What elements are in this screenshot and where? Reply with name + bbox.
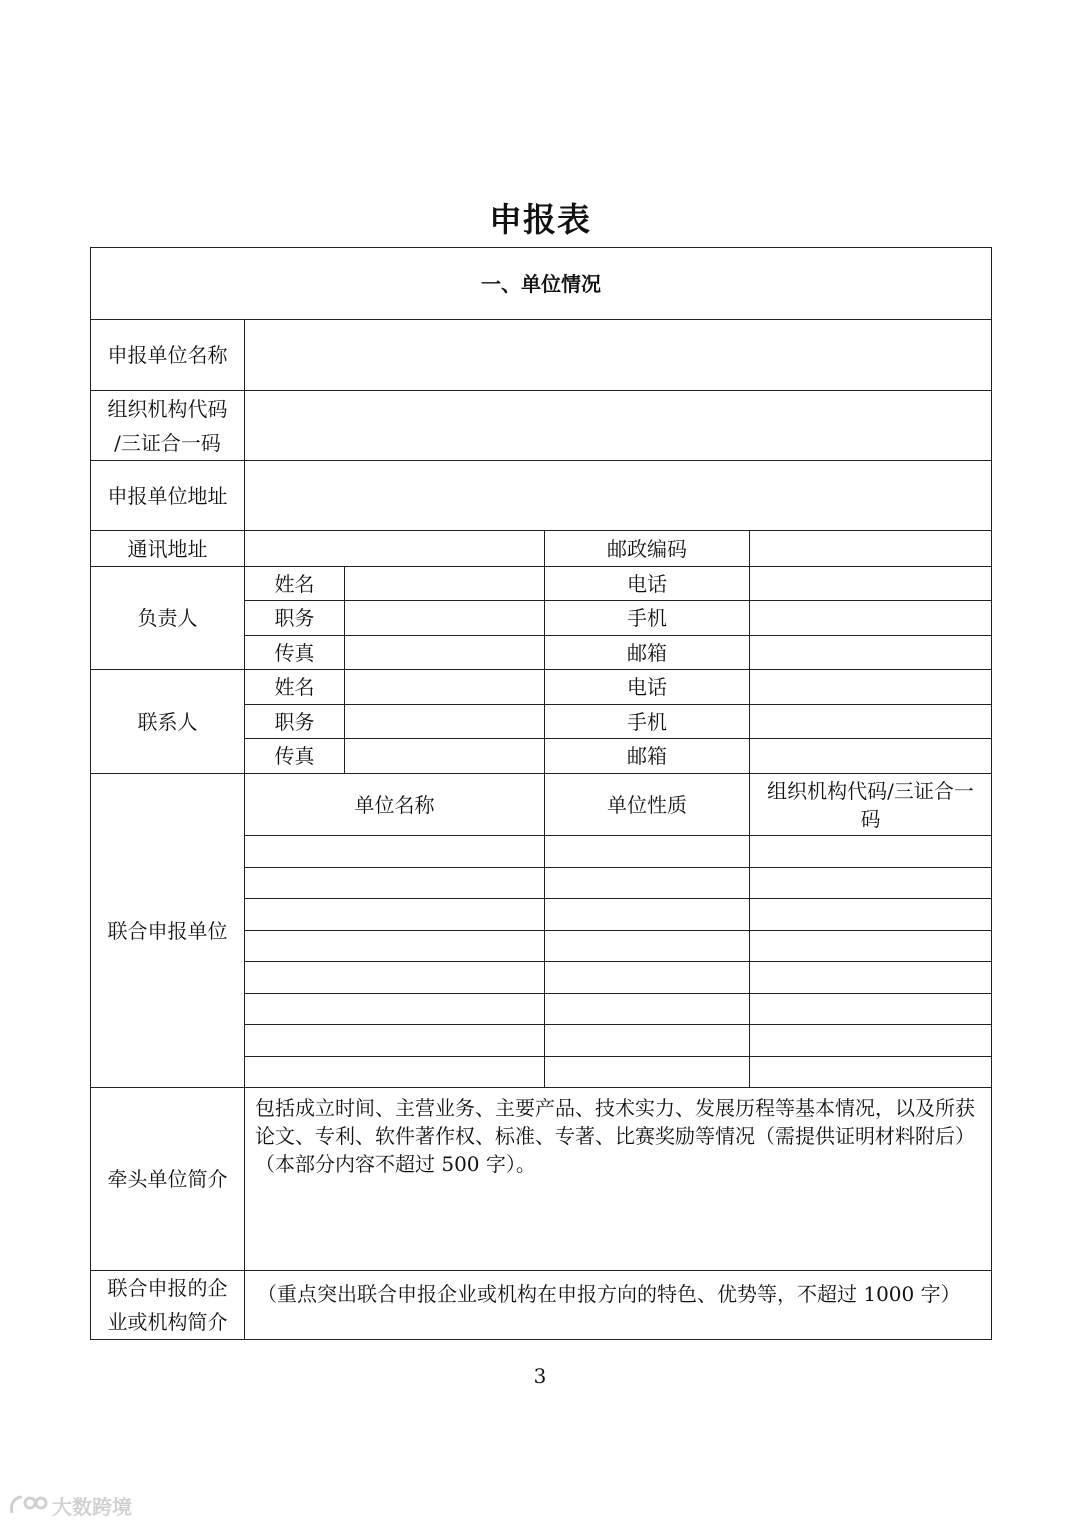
- joint-intro-row: [91, 1271, 992, 1340]
- unit-address-label: 申报单位地址: [91, 461, 245, 531]
- contact-fax-label: 传真: [245, 739, 345, 774]
- org-code-label: [91, 391, 245, 461]
- page-number: 3: [533, 1364, 547, 1388]
- watermark-text: 大数跨境: [52, 1494, 132, 1519]
- principal-name-label: 姓名: [245, 567, 345, 601]
- joint-org-code-field[interactable]: [750, 899, 992, 931]
- principal-email-field[interactable]: [750, 636, 992, 670]
- contact-phone-field[interactable]: [750, 670, 992, 705]
- unit-address-field[interactable]: [245, 461, 992, 531]
- contact-phone-label: 电话: [545, 670, 750, 705]
- contact-mobile-label: 手机: [545, 705, 750, 739]
- joint-unit-type-field[interactable]: [545, 962, 750, 994]
- contact-label: 联系人: [91, 670, 245, 774]
- joint-org-code-field[interactable]: [750, 1057, 992, 1088]
- joint-unit-name-field[interactable]: [245, 868, 545, 899]
- principal-mobile-field[interactable]: [750, 601, 992, 636]
- unit-address-row: [91, 461, 992, 531]
- lead-intro-row: [91, 1088, 992, 1271]
- joint-intro-label-line1: 联合申报的企: [107, 1276, 228, 1300]
- principal-row: [91, 567, 992, 601]
- contact-email-field[interactable]: [750, 739, 992, 774]
- watermark: [8, 1490, 132, 1520]
- principal-mobile-label: 手机: [545, 601, 750, 636]
- joint-org-code-field[interactable]: [750, 868, 992, 899]
- joint-unit-name-field[interactable]: [245, 962, 545, 994]
- application-form-table: [90, 247, 992, 1340]
- mail-address-row: [91, 531, 992, 567]
- principal-phone-field[interactable]: [750, 567, 992, 601]
- joint-unit-name-field[interactable]: [245, 931, 545, 962]
- joint-unit-type-field[interactable]: [545, 836, 750, 868]
- page-title: 申报表: [489, 200, 591, 239]
- principal-name-field[interactable]: [345, 567, 545, 601]
- org-code-field[interactable]: [245, 391, 992, 461]
- joint-unit-type-field[interactable]: [545, 994, 750, 1025]
- joint-unit-type-field[interactable]: [545, 1025, 750, 1057]
- joint-org-code-field[interactable]: [750, 931, 992, 962]
- org-code-label-line2: /三证合一码: [114, 430, 221, 455]
- joint-intro-label: [91, 1271, 245, 1340]
- joint-unit-type-field[interactable]: [545, 931, 750, 962]
- joint-unit-name-field[interactable]: [245, 1057, 545, 1088]
- joint-intro-field[interactable]: [245, 1271, 992, 1340]
- section-row: [91, 248, 992, 320]
- watermark-logo-icon: [8, 1493, 48, 1517]
- joint-org-code-field[interactable]: [750, 962, 992, 994]
- joint-unit-type-field[interactable]: [545, 1057, 750, 1088]
- joint-unit-name-field[interactable]: [245, 994, 545, 1025]
- unit-name-row: [91, 320, 992, 391]
- lead-intro-field[interactable]: 包括成立时间、主营业务、主要产品、技术实力、发展历程等基本情况，以及所获论文、专利、软件著作权、标准、专著、比赛奖励等情况（需提供证明材料附后）（本部分内容不超过 500 字）。: [245, 1088, 992, 1271]
- contact-fax-field[interactable]: [345, 739, 545, 774]
- joint-unit-name-field[interactable]: [245, 836, 545, 868]
- joint-org-code-field[interactable]: [750, 836, 992, 868]
- contact-name-label: 姓名: [245, 670, 345, 705]
- principal-label: 负责人: [91, 567, 245, 670]
- contact-title-field[interactable]: [345, 705, 545, 739]
- mail-address-label: 通讯地址: [91, 531, 245, 567]
- principal-fax-label: 传真: [245, 636, 345, 670]
- joint-org-code-field[interactable]: [750, 1025, 992, 1057]
- principal-phone-label: 电话: [545, 567, 750, 601]
- joint-intro-label-line2: 业或机构简介: [107, 1310, 228, 1334]
- mail-address-field[interactable]: [245, 531, 545, 567]
- principal-fax-field[interactable]: [345, 636, 545, 670]
- joint-header-org-code: 组织机构代码/三证合一码: [750, 774, 992, 836]
- joint-unit-name-field[interactable]: [245, 899, 545, 931]
- joint-header-row: [91, 774, 992, 836]
- org-code-row: [91, 391, 992, 461]
- contact-email-label: 邮箱: [545, 739, 750, 774]
- joint-header-unit-type: 单位性质: [545, 774, 750, 836]
- joint-org-code-field[interactable]: [750, 994, 992, 1025]
- joint-unit-type-field[interactable]: [545, 868, 750, 899]
- joint-unit-name-field[interactable]: [245, 1025, 545, 1057]
- unit-name-field[interactable]: [245, 320, 992, 391]
- contact-mobile-field[interactable]: [750, 705, 992, 739]
- principal-email-label: 邮箱: [545, 636, 750, 670]
- joint-header-unit-name: 单位名称: [245, 774, 545, 836]
- postal-code-label: 邮政编码: [545, 531, 750, 567]
- contact-row: [91, 670, 992, 705]
- postal-code-field[interactable]: [750, 531, 992, 567]
- joint-unit-type-field[interactable]: [545, 899, 750, 931]
- contact-title-label: 职务: [245, 705, 345, 739]
- org-code-label-line1: 组织机构代码: [107, 396, 228, 421]
- section-title: 一、单位情况: [91, 248, 992, 320]
- lead-intro-label: 牵头单位简介: [91, 1088, 245, 1271]
- principal-title-field[interactable]: [345, 601, 545, 636]
- joint-label: 联合申报单位: [91, 774, 245, 1088]
- joint-intro-note: （重点突出联合申报企业或机构在申报方向的特色、优势等，不超过 1000 字）: [257, 1281, 961, 1306]
- contact-name-field[interactable]: [345, 670, 545, 705]
- unit-name-label: 申报单位名称: [91, 320, 245, 391]
- principal-title-label: 职务: [245, 601, 345, 636]
